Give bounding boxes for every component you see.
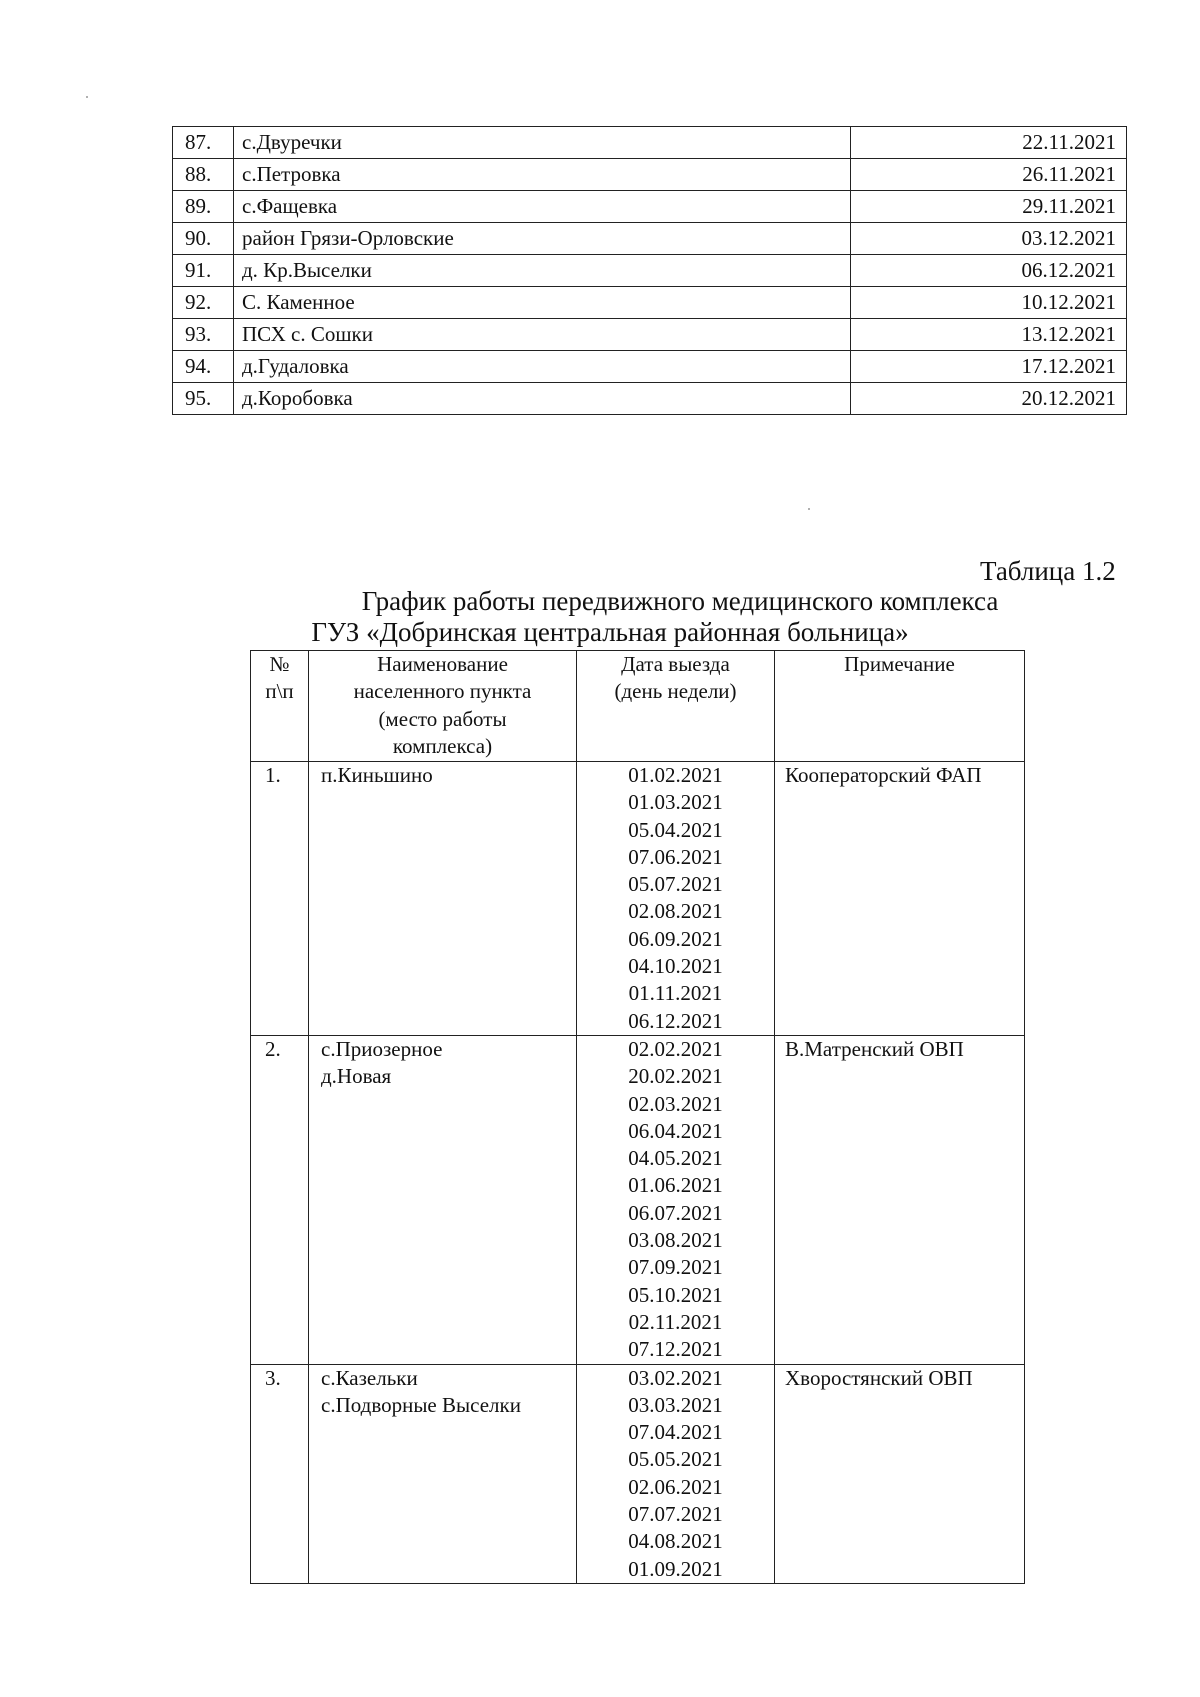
mobile-complex-schedule-table xyxy=(250,650,1025,1584)
row-number: 88. xyxy=(173,159,234,191)
departure-dates xyxy=(577,1035,775,1364)
schedule-row xyxy=(251,762,1025,1036)
departure-date: 04.08.2021 xyxy=(628,1529,723,1554)
departure-date: 03.02.2021 xyxy=(628,1365,723,1390)
departure-date: 01.09.2021 xyxy=(628,1556,723,1581)
departure-date: 06.04.2021 xyxy=(628,1118,723,1143)
header-line: Наименование xyxy=(377,652,508,676)
departure-date: 01.11.2021 xyxy=(628,981,723,1006)
departure-date: 06.09.2021 xyxy=(628,926,723,951)
header-row xyxy=(251,651,1025,762)
departure-dates xyxy=(577,762,775,1036)
header-number xyxy=(251,651,309,762)
table-row xyxy=(173,127,1127,159)
departure-date: 05.07.2021 xyxy=(628,872,723,897)
table-title-line-1: График работы передвижного медицинского комплекса xyxy=(361,586,999,616)
header-line: населенного пункта xyxy=(353,679,532,704)
departure-date: 06.12.2021 xyxy=(628,1008,723,1033)
settlement-name: с.Петровка xyxy=(234,159,851,191)
note: Кооператорский ФАП xyxy=(775,762,1025,1036)
departure-date: 07.04.2021 xyxy=(628,1420,723,1445)
departure-date: 04.05.2021 xyxy=(628,1146,723,1171)
settlement-name: д. Кр.Выселки xyxy=(234,255,851,287)
note: В.Матренский ОВП xyxy=(775,1035,1025,1364)
row-number: 2. xyxy=(251,1035,309,1364)
visit-date: 17.12.2021 xyxy=(851,351,1127,383)
settlement-name: ПСХ с. Сошки xyxy=(234,319,851,351)
header-line: Дата выезда xyxy=(621,652,730,676)
visit-date: 20.12.2021 xyxy=(851,383,1127,415)
departure-date: 05.05.2021 xyxy=(628,1447,723,1472)
table-row xyxy=(173,383,1127,415)
departure-date: 20.02.2021 xyxy=(628,1064,723,1089)
row-number: 91. xyxy=(173,255,234,287)
visit-date: 22.11.2021 xyxy=(851,127,1127,159)
table-row xyxy=(173,319,1127,351)
row-number: 1. xyxy=(251,762,309,1036)
table-row xyxy=(173,223,1127,255)
settlement-names xyxy=(309,762,577,1036)
row-number: 92. xyxy=(173,287,234,319)
visit-date: 29.11.2021 xyxy=(851,191,1127,223)
settlement-name: с.Приозерное xyxy=(321,1036,443,1061)
departure-date: 02.11.2021 xyxy=(628,1309,723,1334)
scan-speck xyxy=(86,96,88,98)
header-line: (день недели) xyxy=(614,679,737,704)
settlement-names xyxy=(309,1364,577,1583)
row-number: 87. xyxy=(173,127,234,159)
settlement-name: с.Подворные Выселки xyxy=(321,1392,521,1417)
departure-date: 03.08.2021 xyxy=(628,1228,723,1253)
departure-dates xyxy=(577,1364,775,1583)
row-number: 94. xyxy=(173,351,234,383)
visit-date: 10.12.2021 xyxy=(851,287,1127,319)
departure-date: 02.06.2021 xyxy=(628,1474,723,1499)
settlement-name: д.Новая xyxy=(321,1064,392,1089)
row-number: 90. xyxy=(173,223,234,255)
note: Хворостянский ОВП xyxy=(775,1364,1025,1583)
visit-date: 03.12.2021 xyxy=(851,223,1127,255)
settlement-name: с.Двуречки xyxy=(234,127,851,159)
departure-date: 02.03.2021 xyxy=(628,1091,723,1116)
settlement-name: д.Коробовка xyxy=(234,383,851,415)
row-number: 93. xyxy=(173,319,234,351)
header-line: комплекса) xyxy=(392,733,493,758)
scan-speck xyxy=(808,508,810,510)
schedule-row xyxy=(251,1364,1025,1583)
departure-date: 01.02.2021 xyxy=(628,763,723,787)
header-line: (место работы xyxy=(378,706,507,731)
table-row xyxy=(173,191,1127,223)
schedule-row xyxy=(251,1035,1025,1364)
departure-date: 05.10.2021 xyxy=(628,1282,723,1307)
settlement-name: район Грязи-Орловские xyxy=(234,223,851,255)
departure-date: 01.03.2021 xyxy=(628,790,723,815)
departure-date: 02.02.2021 xyxy=(628,1036,723,1061)
previous-schedule-body xyxy=(173,127,1127,415)
settlement-name: С. Каменное xyxy=(234,287,851,319)
departure-date: 02.08.2021 xyxy=(628,899,723,924)
header-line: Примечание xyxy=(844,652,955,676)
settlement-name: д.Гудаловка xyxy=(234,351,851,383)
departure-date: 04.10.2021 xyxy=(628,954,723,979)
table-row xyxy=(173,255,1127,287)
departure-date: 07.09.2021 xyxy=(628,1255,723,1280)
departure-date: 07.12.2021 xyxy=(628,1337,723,1362)
header-note xyxy=(775,651,1025,762)
departure-date: 01.06.2021 xyxy=(628,1173,723,1198)
settlement-name: п.Киньшино xyxy=(321,763,433,787)
row-number: 3. xyxy=(251,1364,309,1583)
header-line: № xyxy=(269,652,290,676)
row-number: 95. xyxy=(173,383,234,415)
header-line: п\п xyxy=(265,679,294,704)
header-departure-date xyxy=(577,651,775,762)
departure-date: 07.07.2021 xyxy=(628,1502,723,1527)
visit-date: 13.12.2021 xyxy=(851,319,1127,351)
departure-date: 07.06.2021 xyxy=(628,844,723,869)
previous-schedule-table xyxy=(172,126,1127,415)
table-number-label: Таблица 1.2 xyxy=(980,556,1116,586)
departure-date: 03.03.2021 xyxy=(628,1392,723,1417)
visit-date: 26.11.2021 xyxy=(851,159,1127,191)
departure-date: 05.04.2021 xyxy=(628,817,723,842)
table-row xyxy=(173,159,1127,191)
header-settlement xyxy=(309,651,577,762)
settlement-name: с.Казельки xyxy=(321,1365,418,1390)
table-row xyxy=(173,287,1127,319)
row-number: 89. xyxy=(173,191,234,223)
table-title-line-2: ГУЗ «Добринская центральная районная больница» xyxy=(311,617,909,647)
table-row xyxy=(173,351,1127,383)
schedule-body xyxy=(251,762,1025,1584)
visit-date: 06.12.2021 xyxy=(851,255,1127,287)
departure-date: 06.07.2021 xyxy=(628,1200,723,1225)
settlement-name: с.Фащевка xyxy=(234,191,851,223)
settlement-names xyxy=(309,1035,577,1364)
